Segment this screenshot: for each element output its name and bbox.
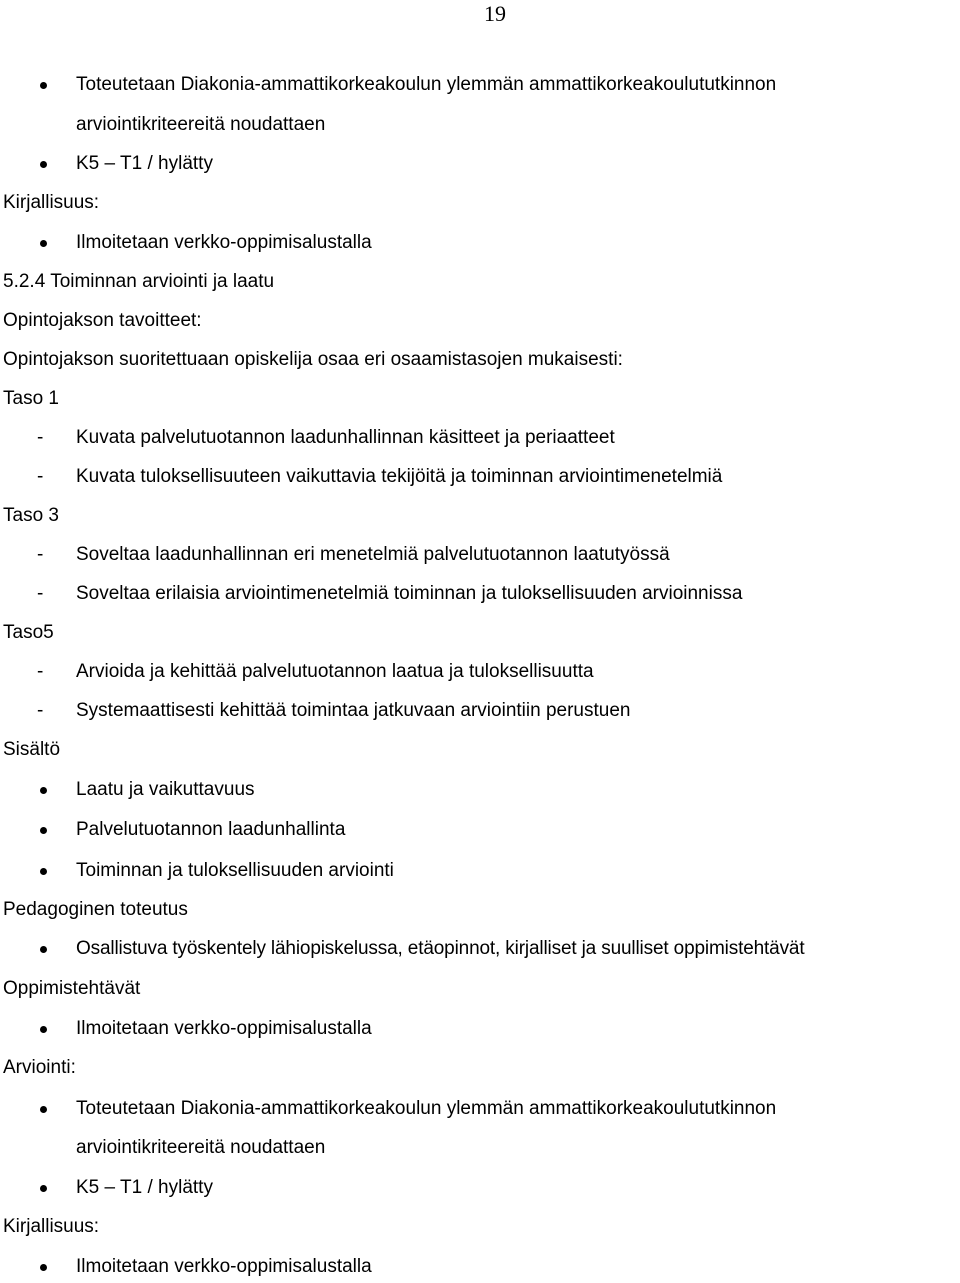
dash-marker: - — [37, 427, 44, 448]
section-heading: Pedagoginen toteutus — [3, 899, 188, 920]
bullet-icon — [40, 1185, 47, 1192]
list-item-text: Ilmoitetaan verkko-oppimisalustalla — [76, 1256, 372, 1277]
list-item-text: Arvioida ja kehittää palvelutuotannon laatua ja tuloksellisuutta — [76, 661, 594, 682]
bullet-icon — [40, 946, 47, 953]
dash-marker: - — [37, 700, 44, 721]
list-item-text: Kuvata tuloksellisuuteen vaikuttavia tekijöitä ja toiminnan arviointimenetelmiä — [76, 466, 723, 487]
bullet-icon — [40, 787, 47, 794]
section-title: 5.2.4 Toiminnan arviointi ja laatu — [3, 271, 275, 292]
list-item-text: Ilmoitetaan verkko-oppimisalustalla — [76, 232, 372, 253]
paragraph-text: Opintojakson suoritettuaan opiskelija osaa eri osaamistasojen mukaisesti: — [3, 349, 623, 370]
section-heading: Oppimistehtävät — [3, 978, 141, 999]
list-item-text: Soveltaa erilaisia arviointimenetelmiä toiminnan ja tuloksellisuuden arvioinnissa — [76, 583, 743, 604]
section-heading: Kirjallisuus: — [3, 1216, 100, 1237]
bullet-icon — [40, 240, 47, 247]
list-item-text: Systemaattisesti kehittää toimintaa jatkuvaan arviointiin perustuen — [76, 700, 631, 721]
section-heading: Arviointi: — [3, 1057, 76, 1078]
bullet-icon — [40, 1106, 47, 1113]
list-item-text: Toteutetaan Diakonia-ammattikorkeakoulun ylemmän ammattikorkeakoulututkinnon — [76, 1098, 777, 1119]
list-item-continuation: arviointikriteereitä noudattaen — [76, 114, 326, 135]
bullet-icon — [40, 82, 47, 89]
list-item-text: Laatu ja vaikuttavuus — [76, 779, 255, 800]
dash-marker: - — [37, 661, 44, 682]
bullet-icon — [40, 1026, 47, 1033]
bullet-icon — [40, 868, 47, 875]
list-item-text: K5 – T1 / hylätty — [76, 1177, 213, 1198]
section-heading: Opintojakson tavoitteet: — [3, 310, 202, 331]
list-item-text: Palvelutuotannon laadunhallinta — [76, 819, 346, 840]
list-item-text: Toteutetaan Diakonia-ammattikorkeakoulun ylemmän ammattikorkeakoulututkinnon — [76, 74, 777, 95]
dash-marker: - — [37, 583, 44, 604]
bullet-icon — [40, 1264, 47, 1271]
list-item-text: Ilmoitetaan verkko-oppimisalustalla — [76, 1018, 372, 1039]
section-heading: Kirjallisuus: — [3, 192, 100, 213]
level-heading: Taso5 — [3, 622, 54, 643]
list-item-text: Toiminnan ja tuloksellisuuden arviointi — [76, 860, 394, 881]
bullet-icon — [40, 161, 47, 168]
dash-marker: - — [37, 466, 44, 487]
list-item-text: Soveltaa laadunhallinnan eri menetelmiä palvelutuotannon laatutyössä — [76, 544, 670, 565]
dash-marker: - — [37, 544, 44, 565]
level-heading: Taso 1 — [3, 388, 59, 409]
list-item-text: Osallistuva työskentely lähiopiskelussa, etäopinnot, kirjalliset ja suulliset oppimistehtävät — [76, 938, 805, 959]
page-number: 19 — [484, 1, 506, 26]
level-heading: Taso 3 — [3, 505, 59, 526]
list-item-text: K5 – T1 / hylätty — [76, 153, 213, 174]
list-item-continuation: arviointikriteereitä noudattaen — [76, 1137, 326, 1158]
list-item-text: Kuvata palvelutuotannon laadunhallinnan käsitteet ja periaatteet — [76, 427, 615, 448]
bullet-icon — [40, 827, 47, 834]
section-heading: Sisältö — [3, 739, 61, 760]
